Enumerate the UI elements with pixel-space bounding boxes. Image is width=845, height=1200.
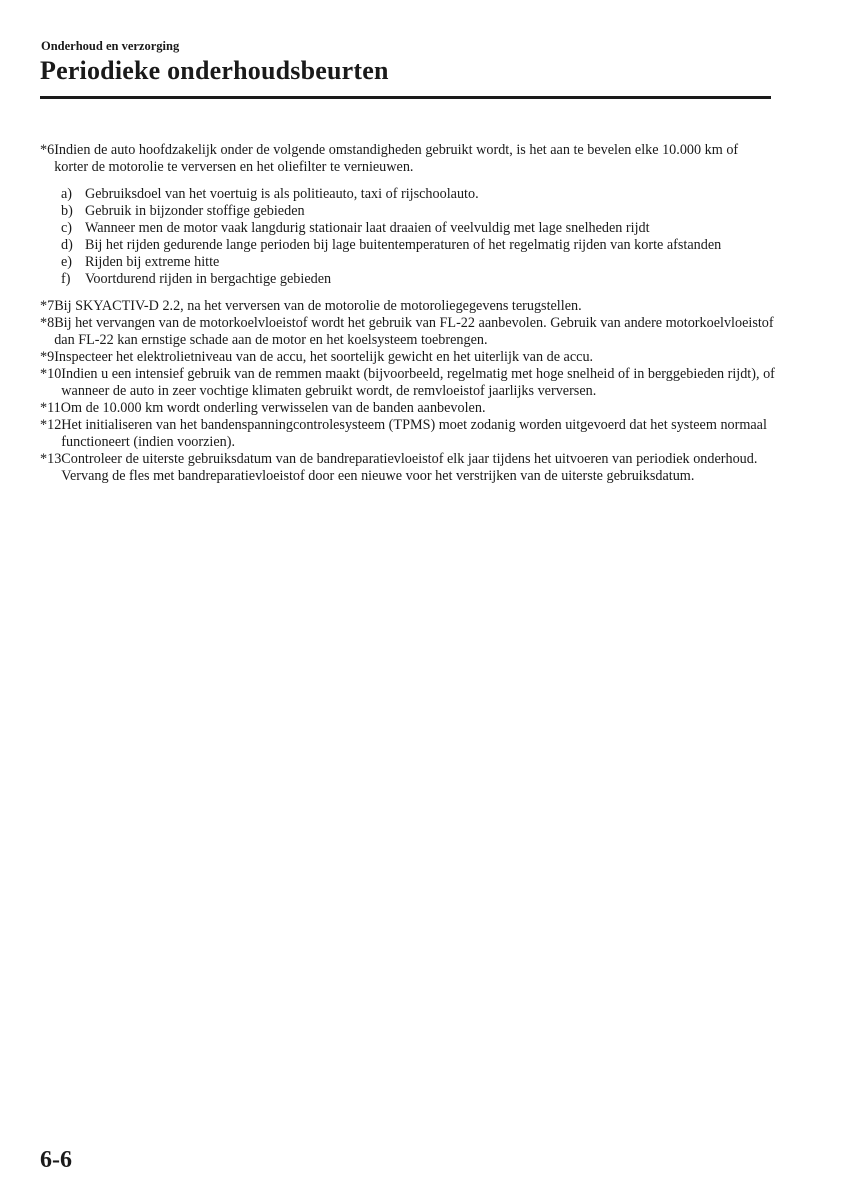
title-divider [40,96,771,99]
footnote-marker: *11 [40,400,61,416]
footnote-12 [40,417,775,451]
list-item-text: Bij het rijden gedurende lange perioden bij lage buitentemperaturen of het regelmatig rijden van korte afstanden [85,237,722,253]
list-item-letter: a) [61,186,73,202]
footnote-text: Indien u een intensief gebruik van de remmen maakt (bijvoorbeeld, regelmatig met hoge snelheid of in berggebieden rijdt), of wanneer de auto in zeer vochtige klimaten gebruikt wordt, de remvloeistof jaarlijks verversen. [61,366,775,399]
footnote-marker: *9 [40,349,55,365]
list-item-text: Gebruiksdoel van het voertuig is als politieauto, taxi of rijschoolauto. [85,186,479,202]
page-number: 6-6 [40,1147,72,1173]
footnote-text: Bij het vervangen van de motorkoelvloeistof wordt het gebruik van FL-22 aanbevolen. Gebruik van andere motorkoelvloeistof dan FL-22 kan ernstige schade aan de motor en het koelsysteem toebrengen. [54,315,774,348]
list-item [61,254,775,271]
list-item-letter: d) [61,237,73,253]
page-title: Periodieke onderhoudsbeurten [40,56,389,85]
footnote-marker: *13 [40,451,62,467]
list-item [61,186,775,203]
list-item-text: Rijden bij extreme hitte [85,254,220,270]
conditions-list [61,186,775,288]
list-item-letter: b) [61,203,73,219]
footnote-text: Indien de auto hoofdzakelijk onder de volgende omstandigheden gebruikt wordt, is het aan te bevelen elke 10.000 km of korter de motorolie te verversen en het oliefilter te vernieuwen. [54,142,739,175]
list-item-letter: c) [61,220,73,236]
footnote-7 [40,298,775,315]
list-item [61,203,775,220]
list-item-letter: f) [61,271,71,287]
footnote-11 [40,400,775,417]
footnote-marker: *8 [40,315,55,331]
footnote-marker: *7 [40,298,55,314]
footnote-8 [40,315,775,349]
footnote-text: Controleer de uiterste gebruiksdatum van de bandreparatievloeistof elk jaar tijdens het uitvoeren van periodiek onderhoud. Vervang de fles met bandreparatievloeistof door een nieuwe voor het verstrijken van de uiterste gebruiksdatum. [61,451,758,484]
list-item-letter: e) [61,254,73,270]
footnote-text: Bij SKYACTIV-D 2.2, na het verversen van de motorolie de motoroliegegevens terugstellen. [54,298,582,314]
list-item [61,237,775,254]
list-item-text: Wanneer men de motor vaak langdurig stationair laat draaien of veelvuldig met lage snelheden rijdt [85,220,650,236]
footnote-text: Inspecteer het elektrolietniveau van de accu, het soortelijk gewicht en het uiterlijk van de accu. [54,349,594,365]
section-label: Onderhoud en verzorging [41,39,180,53]
footnote-marker: *10 [40,366,62,382]
footnote-text: Het initialiseren van het bandenspanningcontrolesysteem (TPMS) moet zodanig worden uitgevoerd dat het systeem normaal functioneert (indien voorzien). [61,417,767,450]
footnote-10 [40,366,775,400]
list-item [61,271,775,288]
list-item [61,220,775,237]
list-item-text: Voortdurend rijden in bergachtige gebieden [85,271,332,287]
footnote-marker: *6 [40,142,55,158]
footnote-6 [40,142,775,176]
footnote-13 [40,451,775,485]
footnote-marker: *12 [40,417,62,433]
list-item-text: Gebruik in bijzonder stoffige gebieden [85,203,305,219]
footnotes-block [40,142,775,485]
footnote-text: Om de 10.000 km wordt onderling verwisselen van de banden aanbevolen. [60,400,486,416]
footnote-9 [40,349,775,366]
